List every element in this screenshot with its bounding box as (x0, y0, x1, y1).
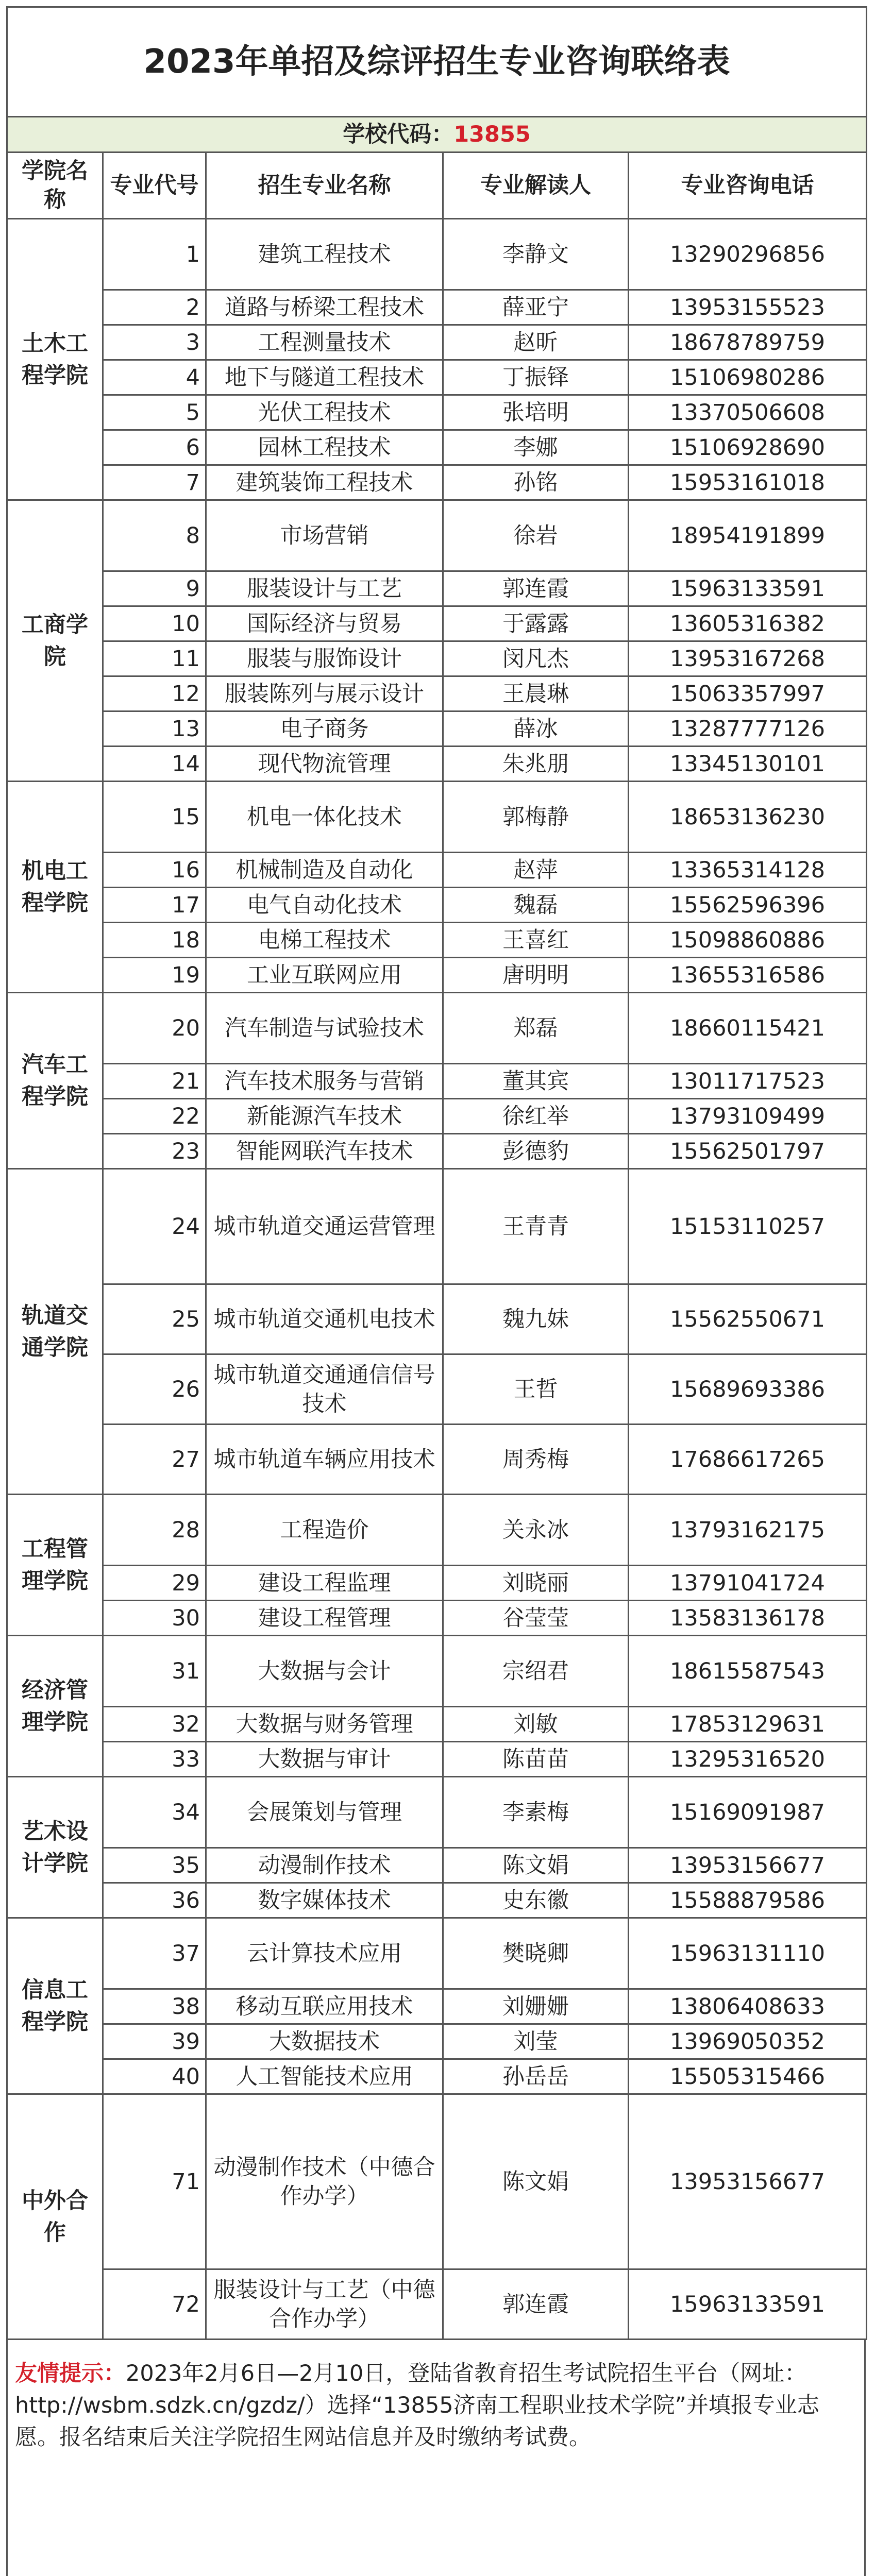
table-row (7, 1425, 867, 1495)
phone-number: 15963133591 (629, 2269, 867, 2340)
phone-number: 18678789759 (629, 325, 867, 360)
header-major-name: 招生专业名称 (206, 152, 443, 219)
major-name: 服装设计与工艺（中德合作办学） (206, 2269, 443, 2340)
interpreter-name: 樊晓卿 (443, 1918, 629, 1989)
phone-number: 15169091987 (629, 1777, 867, 1848)
interpreter-name: 闵凡杰 (443, 641, 629, 676)
major-code: 25 (103, 1284, 206, 1354)
table-row (7, 1284, 867, 1354)
major-code: 37 (103, 1918, 206, 1989)
major-name: 智能网联汽车技术 (206, 1134, 443, 1169)
phone-number: 15562501797 (629, 1134, 867, 1169)
major-name: 城市轨道交通机电技术 (206, 1284, 443, 1354)
major-name: 工程测量技术 (206, 325, 443, 360)
table-row (7, 1169, 867, 1284)
major-name: 会展策划与管理 (206, 1777, 443, 1848)
interpreter-name: 于露露 (443, 606, 629, 641)
page-title: 2023年单招及综评招生专业咨询联络表 (7, 7, 867, 117)
table-row (7, 2024, 867, 2059)
phone-number: 15098860886 (629, 923, 867, 958)
major-code: 10 (103, 606, 206, 641)
college-name: 艺术设计学院 (7, 1777, 103, 1918)
phone-number: 13953156677 (629, 1848, 867, 1883)
phone-number: 13953167268 (629, 641, 867, 676)
major-name: 道路与桥梁工程技术 (206, 290, 443, 325)
phone-number: 13969050352 (629, 2024, 867, 2059)
table-row (7, 571, 867, 606)
school-code-label: 学校代码： (343, 122, 454, 147)
college-name: 汽车工程学院 (7, 993, 103, 1169)
table-row (7, 1099, 867, 1134)
phone-number: 13370506608 (629, 395, 867, 430)
interpreter-name: 朱兆朋 (443, 747, 629, 782)
table-row (7, 1354, 867, 1425)
table-row (7, 1636, 867, 1707)
phone-number: 13295316520 (629, 1742, 867, 1777)
note-table (6, 2338, 866, 2576)
major-code: 4 (103, 360, 206, 395)
major-code: 28 (103, 1495, 206, 1566)
major-code: 12 (103, 676, 206, 711)
major-name: 电气自动化技术 (206, 888, 443, 923)
table-row (7, 1064, 867, 1099)
table-row (7, 958, 867, 993)
phone-number: 15588879586 (629, 1883, 867, 1918)
major-code: 34 (103, 1777, 206, 1848)
phone-number: 15562596396 (629, 888, 867, 923)
table-row (7, 676, 867, 711)
major-name: 大数据与审计 (206, 1742, 443, 1777)
interpreter-name: 张培明 (443, 395, 629, 430)
major-code: 35 (103, 1848, 206, 1883)
major-code: 30 (103, 1601, 206, 1636)
interpreter-name: 关永冰 (443, 1495, 629, 1566)
phone-number: 18660115421 (629, 993, 867, 1064)
interpreter-name: 李娜 (443, 430, 629, 465)
major-name: 动漫制作技术 (206, 1848, 443, 1883)
phone-number: 15106980286 (629, 360, 867, 395)
major-name: 建设工程监理 (206, 1566, 443, 1601)
table-row (7, 606, 867, 641)
school-code-value: 13855 (453, 122, 531, 147)
phone-number: 13793162175 (629, 1495, 867, 1566)
interpreter-name: 赵昕 (443, 325, 629, 360)
phone-number: 13953155523 (629, 290, 867, 325)
interpreter-name: 孙岳岳 (443, 2059, 629, 2094)
college-name: 轨道交通学院 (7, 1169, 103, 1495)
interpreter-name: 陈苗苗 (443, 1742, 629, 1777)
phone-number: 13011717523 (629, 1064, 867, 1099)
table-row (7, 888, 867, 923)
major-code: 18 (103, 923, 206, 958)
contact-sheet (6, 6, 871, 2576)
major-name: 建筑工程技术 (206, 219, 443, 290)
interpreter-name: 孙铭 (443, 465, 629, 500)
major-name: 电梯工程技术 (206, 923, 443, 958)
table-row (7, 782, 867, 853)
phone-number: 13290296856 (629, 219, 867, 290)
interpreter-name: 魏磊 (443, 888, 629, 923)
major-name: 人工智能技术应用 (206, 2059, 443, 2094)
note-box (7, 2340, 865, 2576)
major-code: 11 (103, 641, 206, 676)
table-row (7, 1989, 867, 2024)
table-row (7, 1883, 867, 1918)
interpreter-name: 王晨琳 (443, 676, 629, 711)
major-name: 大数据与会计 (206, 1636, 443, 1707)
interpreter-name: 郭连霞 (443, 2269, 629, 2340)
note-text: 2023年2月6日—2月10日，登陆省教育招生考试院招生平台（网址：http://wsbm.sdzk.cn/gzdz/）选择“13855济南工程职业技术学院”并填报专业志愿。报名结束后关注学院招生网站信息并及时缴纳考试费。 (15, 2361, 819, 2450)
interpreter-name: 李静文 (443, 219, 629, 290)
phone-number: 13583136178 (629, 1601, 867, 1636)
interpreter-name: 王喜红 (443, 923, 629, 958)
major-name: 汽车制造与试验技术 (206, 993, 443, 1064)
major-code: 24 (103, 1169, 206, 1284)
major-name: 云计算技术应用 (206, 1918, 443, 1989)
table-row (7, 395, 867, 430)
table-row (7, 219, 867, 290)
major-code: 71 (103, 2094, 206, 2269)
table-row (7, 360, 867, 395)
major-code: 22 (103, 1099, 206, 1134)
interpreter-name: 谷莹莹 (443, 1601, 629, 1636)
major-code: 7 (103, 465, 206, 500)
note-label: 友情提示： (15, 2361, 126, 2386)
interpreter-name: 薛冰 (443, 711, 629, 747)
table-row (7, 430, 867, 465)
major-code: 26 (103, 1354, 206, 1425)
college-name: 工程管理学院 (7, 1495, 103, 1636)
major-code: 29 (103, 1566, 206, 1601)
table-row (7, 2094, 867, 2269)
college-name: 信息工程学院 (7, 1918, 103, 2094)
phone-number: 17686617265 (629, 1425, 867, 1495)
major-name: 数字媒体技术 (206, 1883, 443, 1918)
major-name: 城市轨道车辆应用技术 (206, 1425, 443, 1495)
major-name: 机电一体化技术 (206, 782, 443, 853)
major-code: 40 (103, 2059, 206, 2094)
major-code: 1 (103, 219, 206, 290)
interpreter-name: 徐红举 (443, 1099, 629, 1134)
interpreter-name: 李素梅 (443, 1777, 629, 1848)
major-code: 72 (103, 2269, 206, 2340)
major-name: 工业互联网应用 (206, 958, 443, 993)
major-code: 23 (103, 1134, 206, 1169)
table-row (7, 641, 867, 676)
major-code: 5 (103, 395, 206, 430)
major-name: 国际经济与贸易 (206, 606, 443, 641)
phone-number: 18615587543 (629, 1636, 867, 1707)
table-row (7, 2269, 867, 2340)
table-row (7, 923, 867, 958)
interpreter-name: 丁振铎 (443, 360, 629, 395)
phone-number: 15689693386 (629, 1354, 867, 1425)
phone-number: 15562550671 (629, 1284, 867, 1354)
college-name: 土木工程学院 (7, 219, 103, 500)
phone-number: 13953156677 (629, 2094, 867, 2269)
college-name: 机电工程学院 (7, 782, 103, 993)
table-row (7, 1707, 867, 1742)
major-name: 城市轨道交通通信信号技术 (206, 1354, 443, 1425)
table-row (7, 993, 867, 1064)
interpreter-name: 赵萍 (443, 853, 629, 888)
major-code: 13 (103, 711, 206, 747)
interpreter-name: 彭德豹 (443, 1134, 629, 1169)
school-code (7, 117, 867, 152)
phone-number: 18954191899 (629, 500, 867, 571)
interpreter-name: 董其宾 (443, 1064, 629, 1099)
major-code: 8 (103, 500, 206, 571)
interpreter-name: 周秀梅 (443, 1425, 629, 1495)
major-name: 服装设计与工艺 (206, 571, 443, 606)
college-name: 工商学院 (7, 500, 103, 782)
major-code: 16 (103, 853, 206, 888)
phone-number: 18653136230 (629, 782, 867, 853)
phone-number: 15963131110 (629, 1918, 867, 1989)
interpreter-name: 刘莹 (443, 2024, 629, 2059)
header-interpreter: 专业解读人 (443, 152, 629, 219)
college-name: 中外合作 (7, 2094, 103, 2340)
major-code: 38 (103, 1989, 206, 2024)
major-code: 19 (103, 958, 206, 993)
major-code: 9 (103, 571, 206, 606)
interpreter-name: 徐岩 (443, 500, 629, 571)
major-name: 服装陈列与展示设计 (206, 676, 443, 711)
phone-number: 13791041724 (629, 1566, 867, 1601)
major-code: 31 (103, 1636, 206, 1707)
major-name: 城市轨道交通运营管理 (206, 1169, 443, 1284)
interpreter-name: 陈文娟 (443, 1848, 629, 1883)
interpreter-name: 史东徽 (443, 1883, 629, 1918)
major-code: 17 (103, 888, 206, 923)
interpreter-name: 魏九妹 (443, 1284, 629, 1354)
interpreter-name: 郭连霞 (443, 571, 629, 606)
phone-number: 13287777126 (629, 711, 867, 747)
phone-number: 13655316586 (629, 958, 867, 993)
phone-number: 13793109499 (629, 1099, 867, 1134)
major-name: 移动互联应用技术 (206, 1989, 443, 2024)
major-name: 市场营销 (206, 500, 443, 571)
major-code: 39 (103, 2024, 206, 2059)
interpreter-name: 陈文娟 (443, 2094, 629, 2269)
phone-number: 15063357997 (629, 676, 867, 711)
major-code: 33 (103, 1742, 206, 1777)
header-college: 学院名称 (7, 152, 103, 219)
table-row (7, 1134, 867, 1169)
table-row (7, 1495, 867, 1566)
interpreter-name: 唐明明 (443, 958, 629, 993)
table-row (7, 1601, 867, 1636)
major-name: 建筑装饰工程技术 (206, 465, 443, 500)
phone-number: 13605316382 (629, 606, 867, 641)
major-name: 园林工程技术 (206, 430, 443, 465)
major-code: 32 (103, 1707, 206, 1742)
major-code: 21 (103, 1064, 206, 1099)
major-name: 电子商务 (206, 711, 443, 747)
major-code: 2 (103, 290, 206, 325)
interpreter-name: 薛亚宁 (443, 290, 629, 325)
interpreter-name: 王青青 (443, 1169, 629, 1284)
table-row (7, 1777, 867, 1848)
major-name: 地下与隧道工程技术 (206, 360, 443, 395)
interpreter-name: 刘敏 (443, 1707, 629, 1742)
phone-number: 13365314128 (629, 853, 867, 888)
interpreter-name: 刘晓丽 (443, 1566, 629, 1601)
major-code: 15 (103, 782, 206, 853)
header-phone: 专业咨询电话 (629, 152, 867, 219)
major-name: 服装与服饰设计 (206, 641, 443, 676)
table-row (7, 465, 867, 500)
interpreter-name: 王哲 (443, 1354, 629, 1425)
table-row (7, 1918, 867, 1989)
table-row (7, 1742, 867, 1777)
phone-number: 15963133591 (629, 571, 867, 606)
interpreter-name: 郭梅静 (443, 782, 629, 853)
interpreter-name: 刘姗姗 (443, 1989, 629, 2024)
table-row (7, 747, 867, 782)
major-name: 建设工程管理 (206, 1601, 443, 1636)
phone-number: 13345130101 (629, 747, 867, 782)
college-name: 经济管理学院 (7, 1636, 103, 1777)
table-row (7, 1566, 867, 1601)
major-name: 工程造价 (206, 1495, 443, 1566)
major-name: 动漫制作技术（中德合作办学） (206, 2094, 443, 2269)
header-major-code: 专业代号 (103, 152, 206, 219)
table-row (7, 1848, 867, 1883)
major-name: 机械制造及自动化 (206, 853, 443, 888)
phone-number: 15106928690 (629, 430, 867, 465)
major-code: 14 (103, 747, 206, 782)
phone-number: 15153110257 (629, 1169, 867, 1284)
major-name: 现代物流管理 (206, 747, 443, 782)
major-code: 3 (103, 325, 206, 360)
major-name: 光伏工程技术 (206, 395, 443, 430)
table-row (7, 290, 867, 325)
major-name: 汽车技术服务与营销 (206, 1064, 443, 1099)
table-row (7, 2059, 867, 2094)
interpreter-name: 郑磊 (443, 993, 629, 1064)
major-code: 27 (103, 1425, 206, 1495)
interpreter-name: 宗绍君 (443, 1636, 629, 1707)
table-row (7, 500, 867, 571)
major-name: 大数据技术 (206, 2024, 443, 2059)
contact-table (6, 6, 867, 2340)
major-name: 新能源汽车技术 (206, 1099, 443, 1134)
phone-number: 15953161018 (629, 465, 867, 500)
major-code: 6 (103, 430, 206, 465)
major-code: 36 (103, 1883, 206, 1918)
phone-number: 15505315466 (629, 2059, 867, 2094)
table-row (7, 853, 867, 888)
phone-number: 17853129631 (629, 1707, 867, 1742)
table-header-row (7, 152, 867, 219)
table-row (7, 711, 867, 747)
table-row (7, 325, 867, 360)
major-code: 20 (103, 993, 206, 1064)
major-name: 大数据与财务管理 (206, 1707, 443, 1742)
phone-number: 13806408633 (629, 1989, 867, 2024)
